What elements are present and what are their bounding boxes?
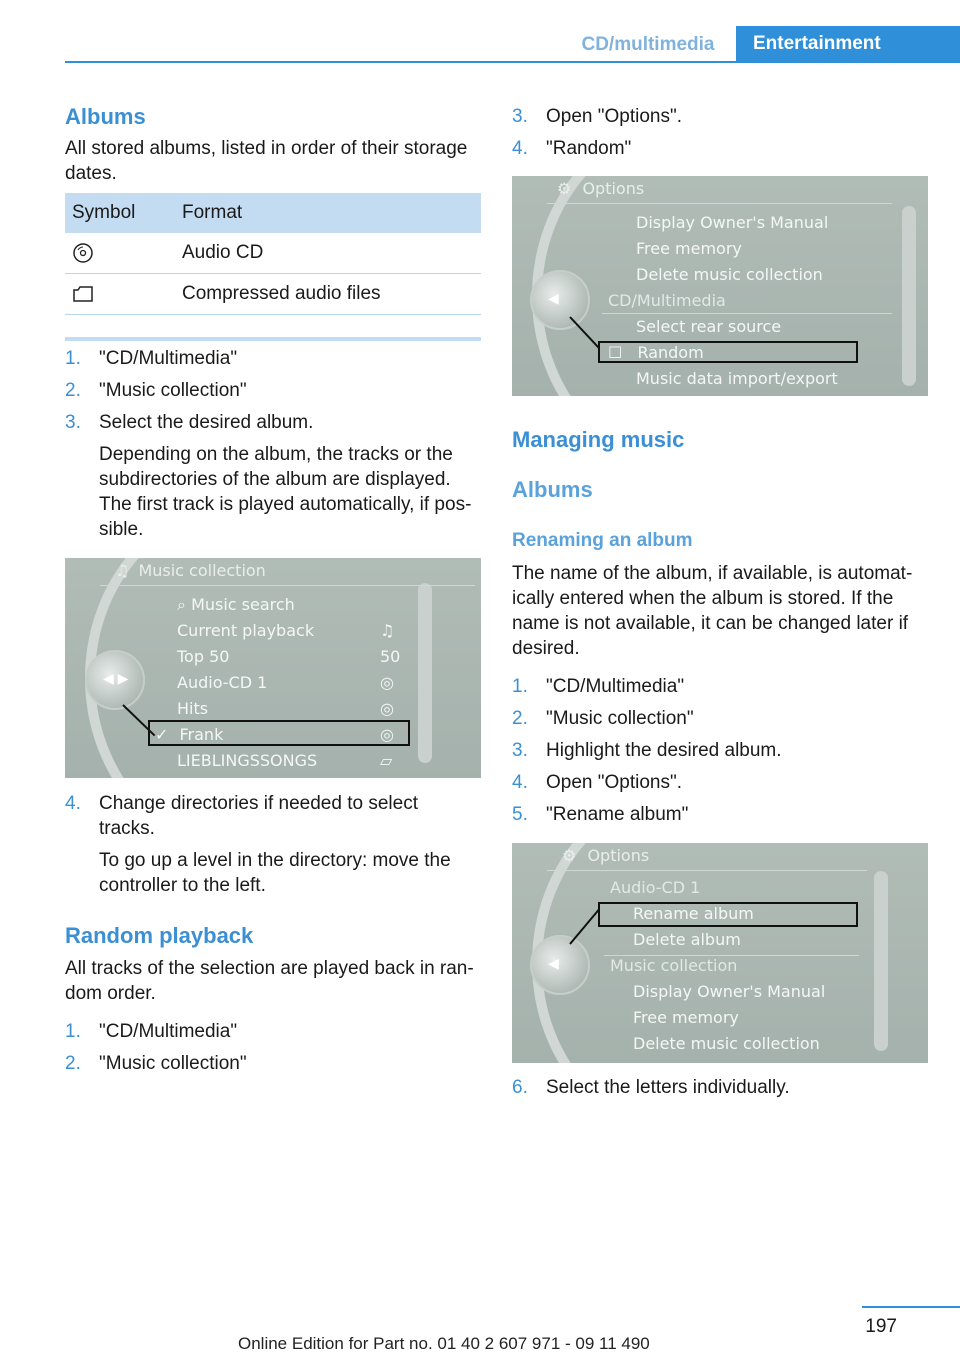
step-text: Change directories if needed to select tracks. [99,793,418,839]
table-row [65,274,481,315]
title-divider [100,585,475,586]
menu-item: Hits [177,699,209,718]
menu-group-label: Audio-CD 1 [610,878,701,897]
step-text: "CD/Multimedia" [546,676,685,697]
controller-knob [530,270,590,330]
screen-title: Options [587,846,650,865]
step-number: 5. [512,804,528,825]
step-number: 2. [512,708,528,729]
menu-item: Select rear source [636,317,782,336]
random-playback-heading: Random playback [65,923,254,948]
table-header-format: Format [182,202,243,223]
idrive-screenshot-options-random [512,176,928,396]
music-note-icon: ♫ [115,561,130,580]
table-header-row [65,193,481,233]
arrow-left-icon: ◀ [548,290,559,306]
screen-title: Options [582,179,645,198]
step-number: 2. [65,1053,81,1074]
scrollbar [874,871,888,1051]
step-text: Open "Options". [546,772,683,793]
controller-knob [85,650,145,710]
idrive-screenshot-music-collection [65,558,481,778]
page-number: 197 [865,1316,897,1337]
playback-icon: ♫ [380,621,395,640]
selection-highlight [598,341,858,363]
gear-icon: ⚙ [562,846,577,865]
step-number: 1. [65,348,81,369]
idrive-screenshot-options-rename [512,843,928,1063]
menu-item: Delete album [633,930,741,949]
step-number: 4. [65,793,81,814]
step-text: "Music collection" [99,380,247,401]
table-end-rule [65,337,481,341]
menu-item: Display Owner's Manual [636,213,829,232]
table-cell-format: Audio CD [182,242,264,263]
menu-item-selected: ✓ Frank [155,725,224,744]
table-cell-format: Compressed audio files [182,283,381,304]
step-text: Select the desired album. [99,412,314,433]
albums-subheading: Albums [512,477,593,502]
step-text: "Random" [546,138,632,159]
albums-heading: Albums [65,104,146,129]
header-chapter-tab: Entertainment [736,26,960,62]
footer-edition: Online Edition for Part no. 01 40 2 607 971 - 09 11 490 [238,1334,650,1353]
step-text: "CD/Multimedia" [99,1021,238,1042]
footer-rule [862,1306,960,1308]
controller-knob [530,935,590,995]
step-detail: Depending on the album, the tracks or the subdirectories of the album are displayed. The first track is played automatically, if possible. [99,444,472,540]
top50-label: 50 [380,647,401,666]
folder-icon [72,285,94,303]
table-header-symbol: Symbol [72,202,136,223]
cd-icon [72,242,94,264]
renaming-album-text: The name of the album, if available, is automatically entered when the album is stored. If the name is not available, it can be changed later if desired. [512,563,913,659]
step-number: 3. [65,412,81,433]
selection-highlight [148,720,410,746]
random-playback-text: All tracks of the selection are played back in random order. [65,958,474,1004]
cd-icon: ◎ [380,673,394,692]
menu-item: Delete music collection [633,1034,820,1053]
menu-item: LIEBLINGSSONGS [177,751,318,770]
step-text: "Music collection" [546,708,694,729]
scrollbar [418,583,432,763]
albums-description: All stored albums, listed in order of their storage dates. [65,138,468,184]
menu-item: ⌕ Music search [177,595,295,614]
header-rule [65,61,960,63]
magnifier-icon: ⌕ [177,595,186,614]
gear-icon: ⚙ [557,179,572,198]
step-number: 1. [512,676,528,697]
table-row [65,233,481,274]
step-text: "Music collection" [99,1053,247,1074]
menu-item: Audio-CD 1 [177,673,268,692]
arrow-left-icon: ◀ ▶ [103,670,129,686]
group-divider [604,955,859,956]
renaming-album-heading: Renaming an album [512,530,693,551]
symbol-table [65,193,481,341]
menu-item: Current playback [177,621,315,640]
folder-icon: ▱ [380,751,393,770]
step-number: 2. [65,380,81,401]
menu-item: Music data import/export [636,369,838,388]
cd-icon: ◎ [380,699,394,718]
menu-item: Free memory [633,1008,739,1027]
screen-title: Music collection [138,561,266,580]
menu-item: Display Owner's Manual [633,982,826,1001]
menu-item-selected: Rename album [633,904,754,923]
title-divider [547,870,867,871]
cd-icon: ◎ [380,725,394,744]
step-text: Highlight the desired album. [546,740,782,761]
step-number: 3. [512,106,528,127]
menu-item: Free memory [636,239,742,258]
step-text: Open "Options". [546,106,683,127]
step-number: 3. [512,740,528,761]
selection-highlight [598,902,858,927]
step-number: 4. [512,772,528,793]
checkbox-icon: ☐ [608,343,623,362]
menu-group-label: CD/Multimedia [608,291,726,310]
step-text: Select the letters individually. [546,1077,790,1098]
menu-item: Delete music collection [636,265,823,284]
scrollbar [902,206,916,386]
arrow-left-icon: ◀ [548,955,559,971]
step-detail: To go up a level in the directory: move the controller to the left. [99,850,451,896]
step-number: 4. [512,138,528,159]
group-divider [602,313,892,314]
checkmark-icon: ✓ [155,725,169,744]
title-divider [547,203,892,204]
managing-music-heading: Managing music [512,427,685,452]
step-number: 1. [65,1021,81,1042]
step-number: 6. [512,1077,528,1098]
menu-item: Top 50 [177,647,230,666]
header-section-label: CD/multimedia [581,33,715,55]
step-text: "CD/Multimedia" [99,348,238,369]
step-text: "Rename album" [546,804,689,825]
menu-group-label: Music collection [610,956,738,975]
menu-item-selected: ☐ Random [608,343,704,362]
